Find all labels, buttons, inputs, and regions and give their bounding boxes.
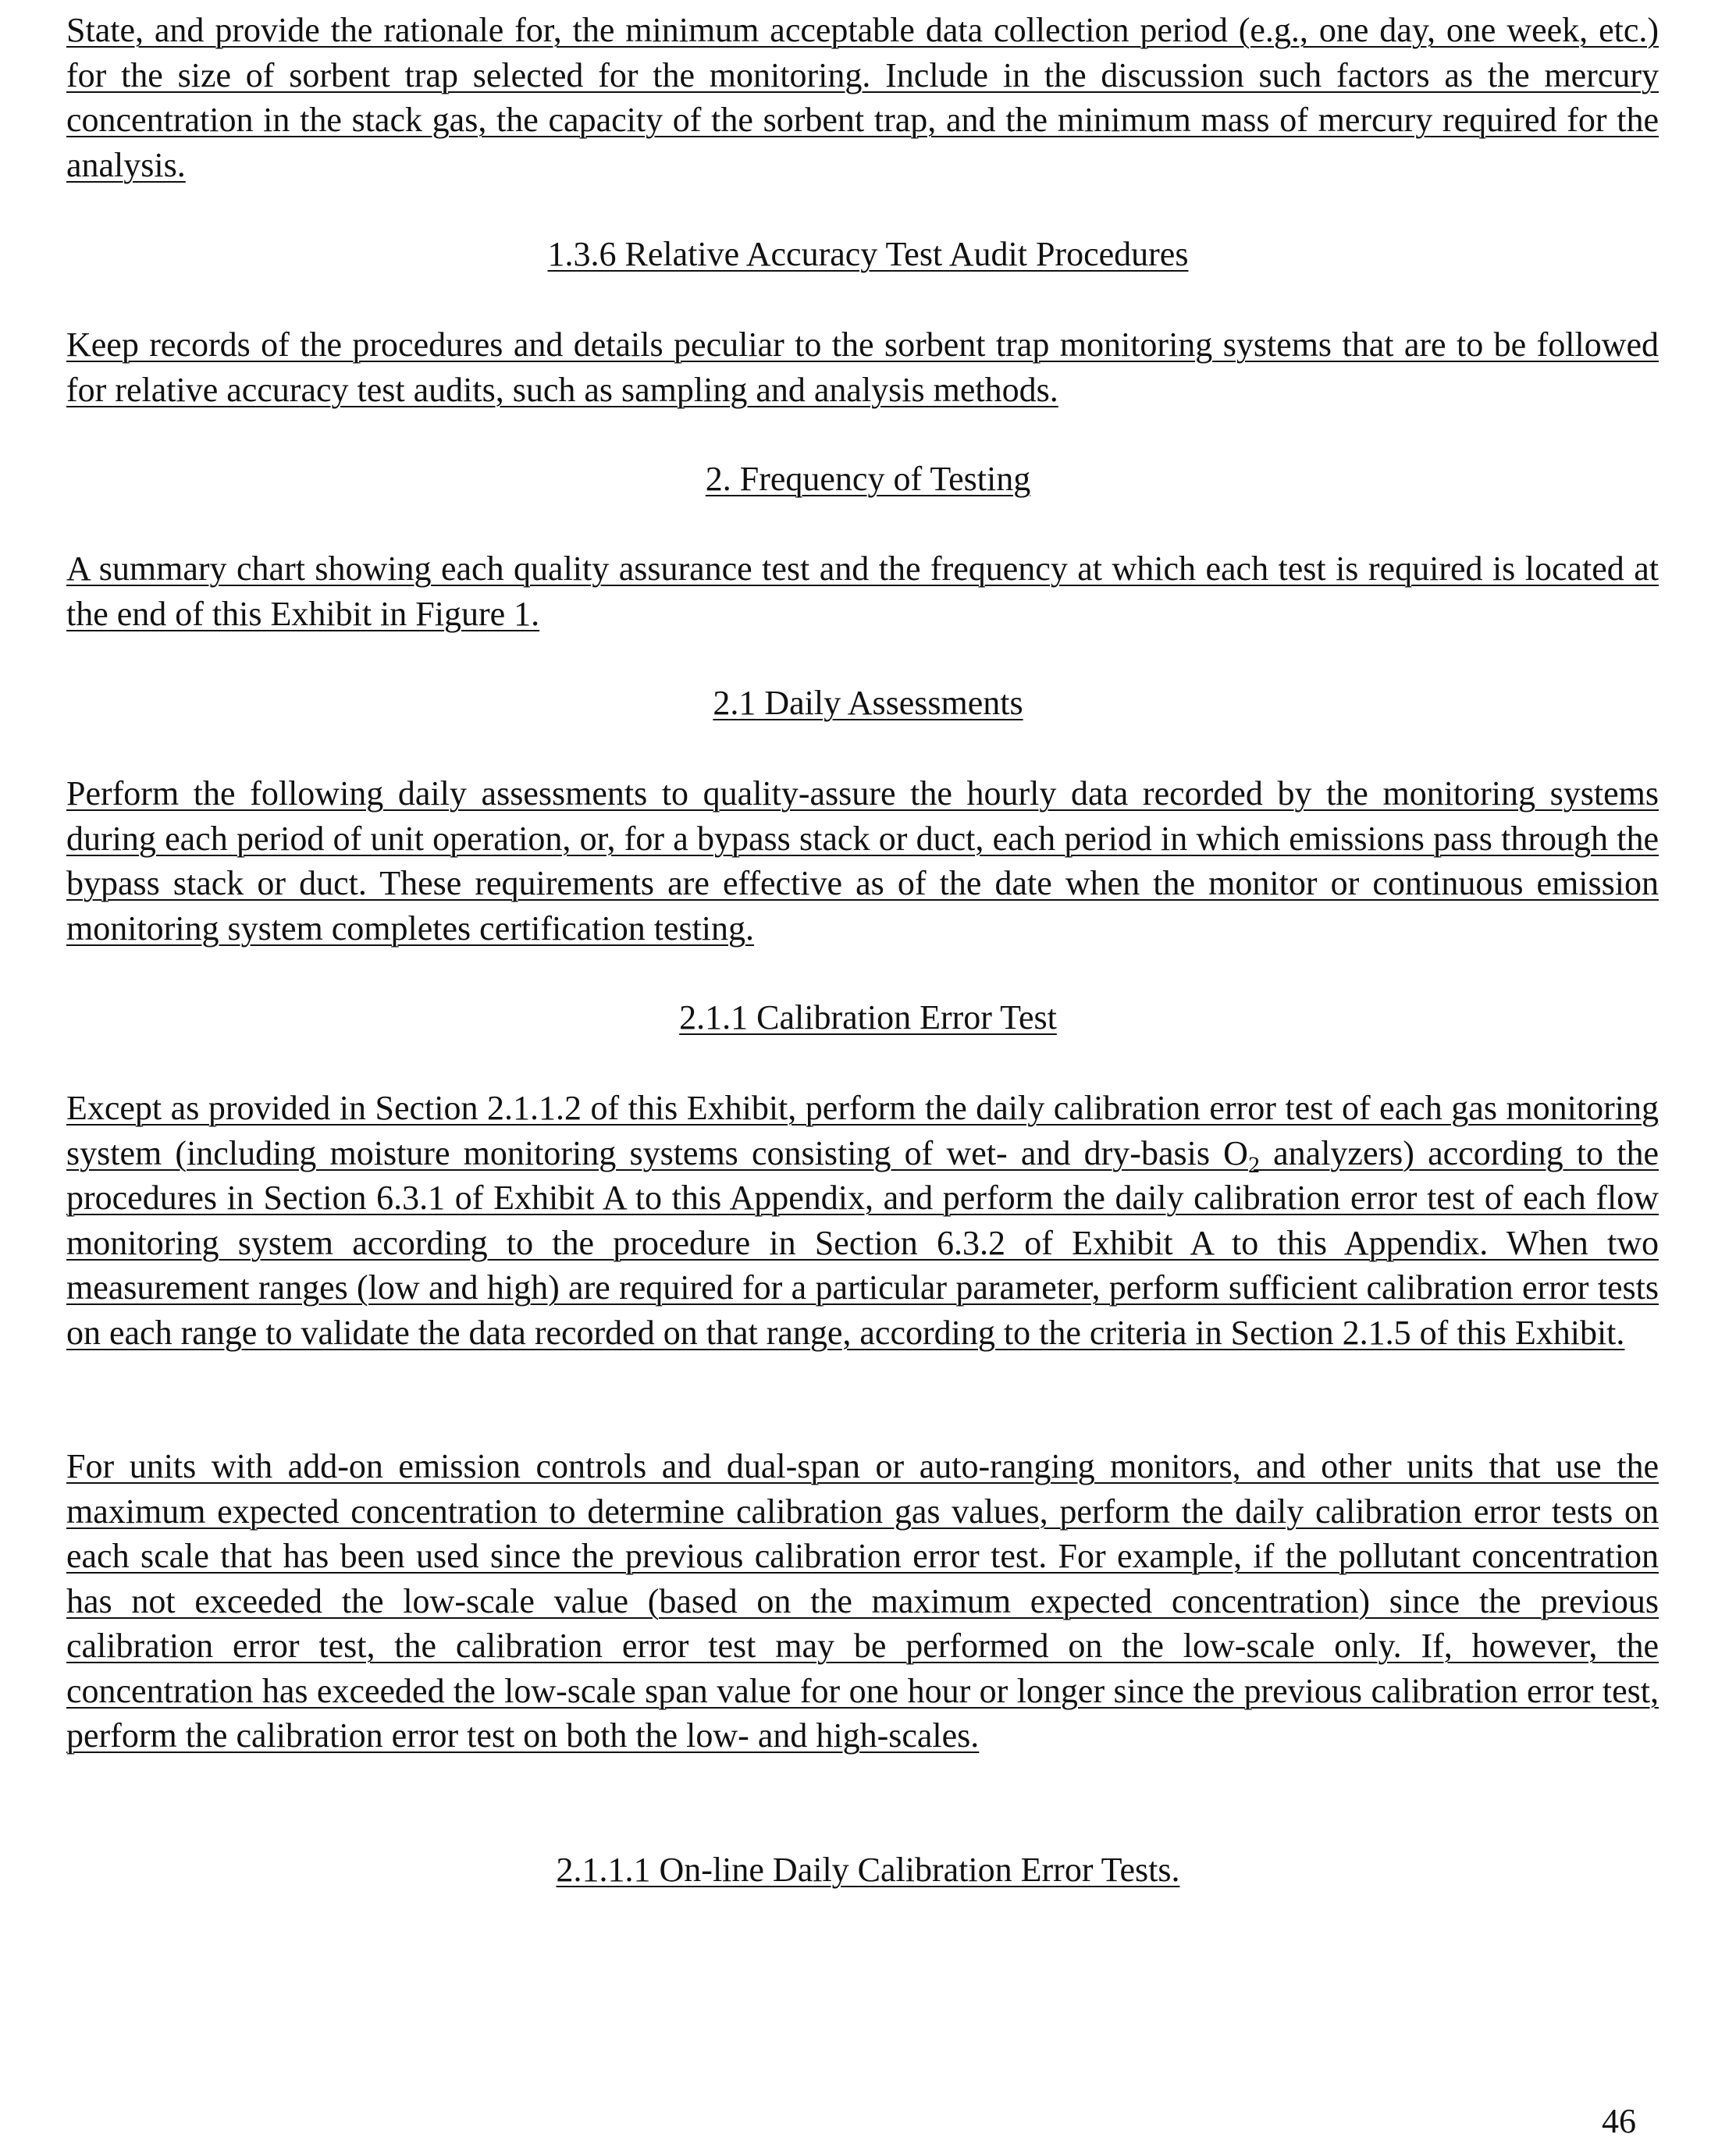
heading-calibration-error-test: 2.1.1 Calibration Error Test <box>679 998 1057 1037</box>
paragraph-rata-records: Keep records of the procedures and details peculiar to the sorbent trap monitoring systems that are to be followed for relative accuracy test audits, such as sampling and analysis methods. <box>66 325 1659 409</box>
paragraph-add-on-controls: For units with add-on emission controls and dual-span or auto-ranging monitors, and other units that use the maximum expected concentration to determine calibration gas values, perform the daily calibration error tests on each scale that has been used since the previous calibration error test. For example, if the pollutant concentration has not exceeded the low-scale value (based on the maximum expected concentration) since the previous calibration error test, the calibration error test may be performed on the low-scale only. If, however, the concentration has exceeded the low-scale span value for one hour or longer since the previous calibration error test, perform the calibration error test on both the low- and high-scales. <box>66 1447 1659 1755</box>
paragraph-text-part-1: Except as provided in Section 2.1.1.2 of this Exhibit, perform the daily calibration error test of each gas monitoring system (including moisture monitoring systems consisting of wet- and dry-basis O <box>66 1089 1659 1172</box>
heading-daily-assessments: 2.1 Daily Assessments <box>713 684 1023 722</box>
heading-frequency-of-testing: 2. Frequency of Testing <box>705 460 1031 498</box>
paragraph-daily-assessments: Perform the following daily assessments to quality-assure the hourly data recorded by the monitoring systems during each period of unit operation, or, for a bypass stack or duct, each period in which emissions pass through the bypass stack or duct. These requirements are effective as of the date when the monitor or continuous emission monitoring system completes certification testing. <box>66 774 1659 948</box>
paragraph-summary-chart: A summary chart showing each quality assurance test and the frequency at which each test is required is located at the end of this Exhibit in Figure 1. <box>66 549 1659 633</box>
paragraph-minimum-collection-period: State, and provide the rationale for, the minimum acceptable data collection period (e.g., one day, one week, etc.) for the size of sorbent trap selected for the monitoring. Include in the discussion such factors as the mercury concentration in the stack gas, the capacity of the sorbent trap, and the minimum mass of mercury required for the analysis. <box>66 11 1659 184</box>
paragraph-text-part-2: analyzers) according to the procedures in Section 6.3.1 of Exhibit A to this Appendix, and perform the daily calibration error test of each flow monitoring system according to the procedure in Section 6.3.2 of Exhibit A to this Appendix. When two measurement ranges (low and high) are required for a particular parameter, perform sufficient calibration error tests on each range to validate the data recorded on that range, according to the criteria in Section 2.1.5 of this Exhibit. <box>66 1133 1659 1352</box>
page-number: 46 <box>1602 2102 1636 2140</box>
subscript-2: 2 <box>1247 1151 1260 1178</box>
heading-rata-procedures: 1.3.6 Relative Accuracy Test Audit Procedures <box>547 235 1189 273</box>
paragraph-calibration-error-test <box>66 1086 1659 1355</box>
heading-online-daily-calibration: 2.1.1.1 On-line Daily Calibration Error Tests. <box>556 1851 1180 1889</box>
